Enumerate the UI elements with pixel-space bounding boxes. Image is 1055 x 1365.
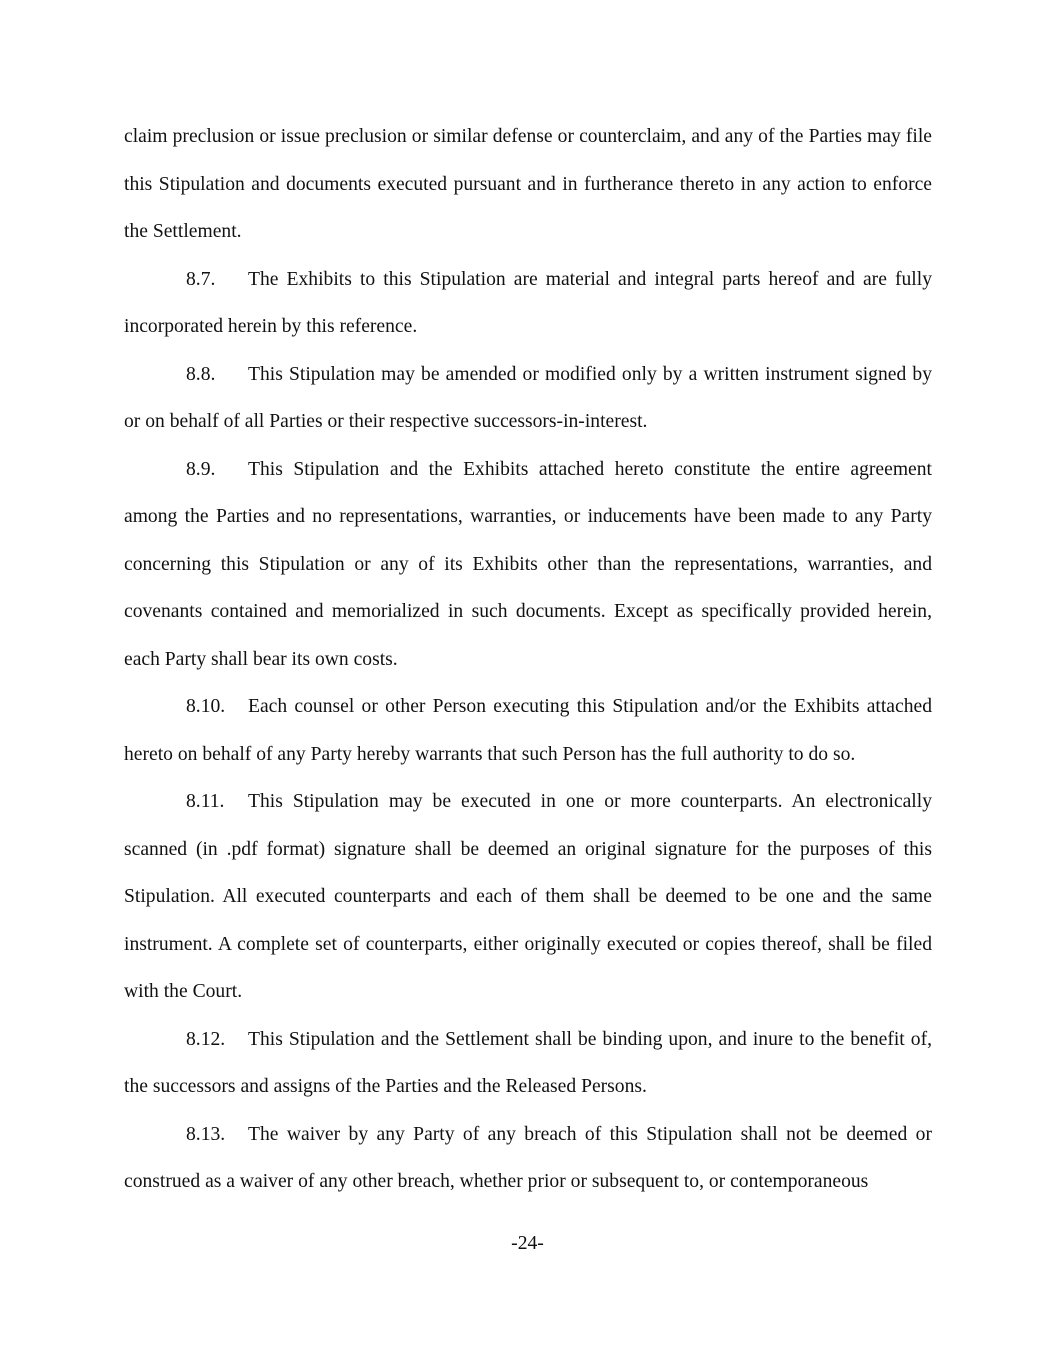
paragraph-number: 8.9. (186, 458, 216, 480)
paragraph-text: This Stipulation and the Settlement shall be binding upon, and inure to the benefit of, the successors and assigns of the Parties and the Released Persons. (124, 1028, 932, 1097)
paragraph-text: claim preclusion or issue preclusion or similar defense or counterclaim, and any of the Parties may file this Stipulation and documents executed pursuant and in furtherance thereto in any action to enforce the Settlement. (124, 126, 932, 242)
paragraph-number: 8.11. (186, 791, 225, 812)
paragraph-text: The waiver by any Party of any breach of this Stipulation shall not be deemed or construed as a waiver of any other breach, whether prior or subsequent to, or contemporaneous (124, 1123, 932, 1192)
paragraph-continued (124, 113, 932, 256)
paragraph-8-12 (124, 1016, 932, 1111)
paragraph-number: 8.7. (186, 268, 216, 290)
page-number: -24- (511, 1233, 544, 1254)
paragraph-8-11 (124, 778, 932, 1016)
document-body (124, 113, 932, 1206)
paragraph-text: This Stipulation may be amended or modified only by a written instrument signed by or on behalf of all Parties or their respective successors-in-interest. (124, 363, 932, 432)
paragraph-8-13 (124, 1111, 932, 1206)
paragraph-text: This Stipulation and the Exhibits attached hereto constitute the entire agreement among the Parties and no representations, warranties, or inducements have been made to any Party concerning this Stipulation or any of its Exhibits other than the representations, warranties, and covenants contained and memorialized in such documents. Except as specifically provided herein, each Party shall bear its own costs. (124, 458, 932, 670)
paragraph-8-7 (124, 256, 932, 351)
paragraph-8-8 (124, 351, 932, 446)
paragraph-text: The Exhibits to this Stipulation are material and integral parts hereof and are fully incorporated herein by this reference. (124, 268, 932, 337)
paragraph-8-9 (124, 446, 932, 684)
paragraph-number: 8.10. (186, 696, 226, 717)
paragraph-8-10 (124, 683, 932, 778)
paragraph-number: 8.8. (186, 363, 216, 385)
paragraph-text: Each counsel or other Person executing this Stipulation and/or the Exhibits attached hereto on behalf of any Party hereby warrants that such Person has the full authority to do so. (124, 696, 932, 765)
paragraph-text: This Stipulation may be executed in one or more counterparts. An electronically scanned (in .pdf format) signature shall be deemed an original signature for the purposes of this Stipulation. All executed counterparts and each of them shall be deemed to be one and the same instrument. A complete set of counterparts, either originally executed or copies thereof, shall be filed with the Court. (124, 791, 932, 1002)
paragraph-number: 8.13. (186, 1123, 226, 1145)
paragraph-number: 8.12. (186, 1028, 226, 1050)
